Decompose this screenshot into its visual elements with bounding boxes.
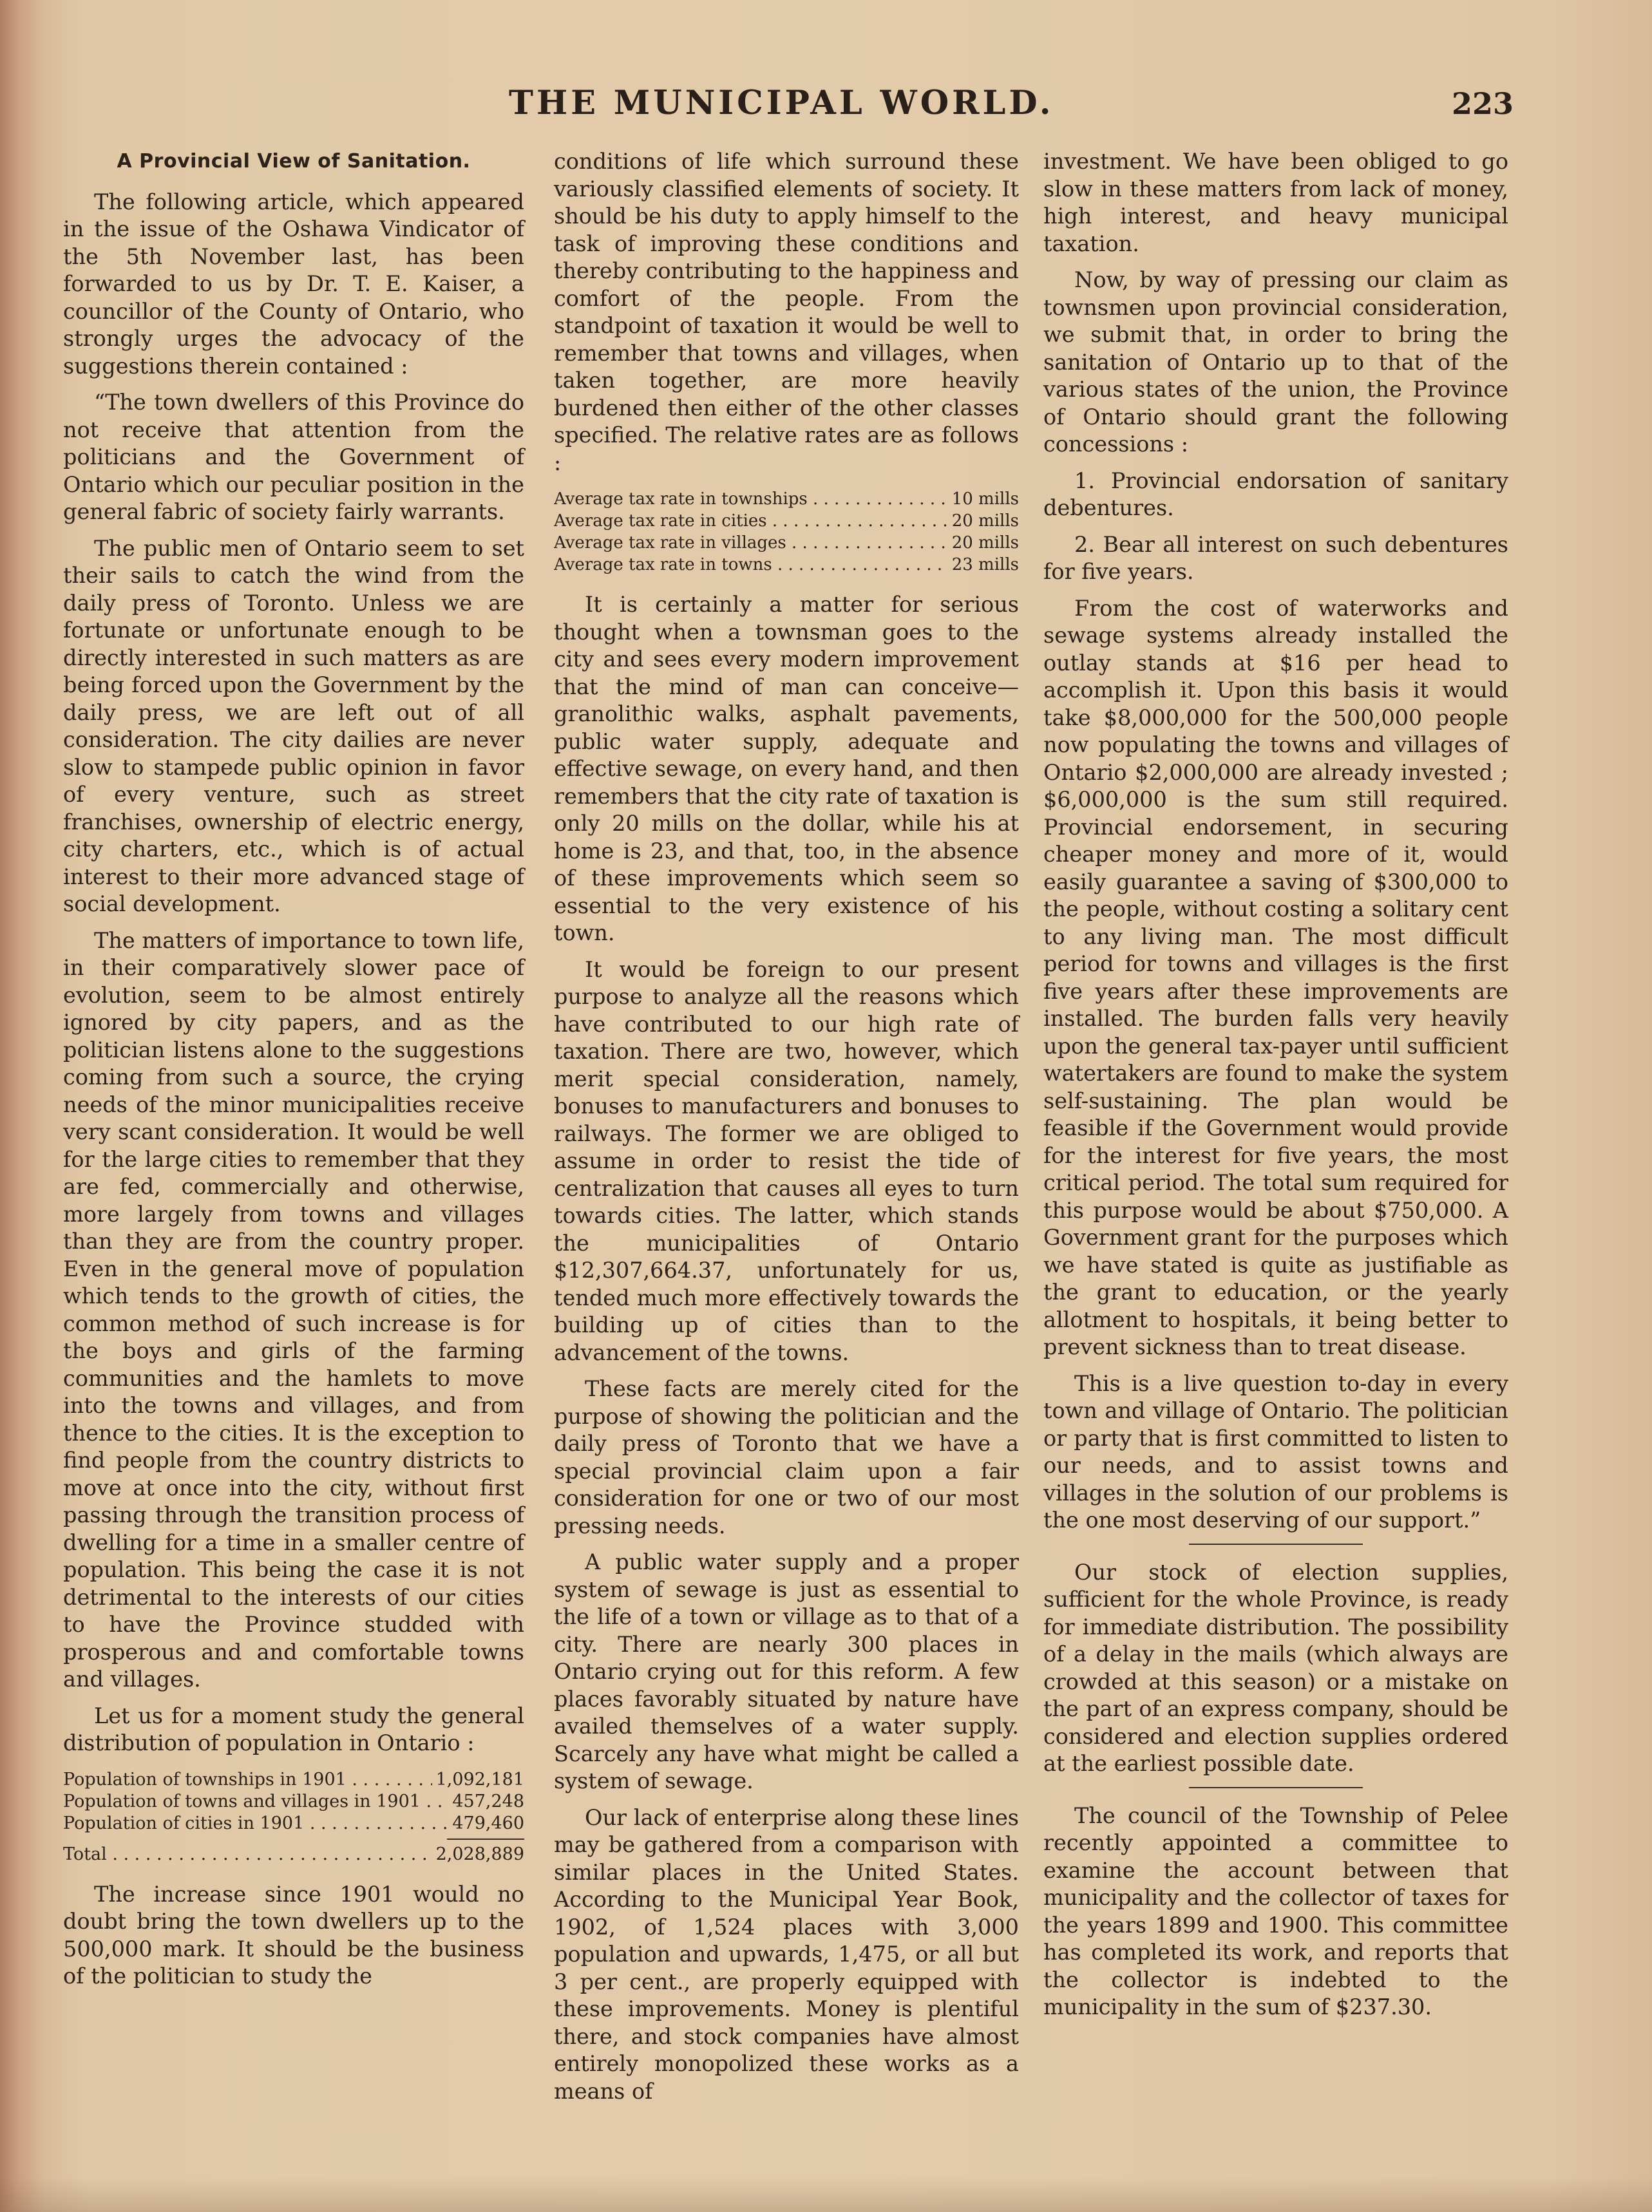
article-paragraph: These facts are merely cited for the purpose of showing the politician and the daily press of Toronto that we have a special provincial claim upon a fair consideration for one or two of our most pressing needs.	[554, 1376, 1019, 1538]
pelee-notice: The council of the Township of Pelee recently appointed a committee to examine the account between that municipality and the collector of taxes for the years 1899 and 1900. This committee has completed its work, and reports that the collector is indebted to the municipality in the sum of $237.30.	[1043, 1802, 1508, 2019]
population-value: 1,092,181	[435, 1769, 524, 1790]
article-paragraph: Let us for a moment study the general distribution of population in Ontario :	[63, 1703, 524, 1755]
concession-item: 1. Provincial endorsation of sanitary debentures.	[1043, 468, 1508, 520]
total-value: 2,028,889	[435, 1844, 524, 1864]
article-paragraph: The matters of importance to town life, in their comparatively slower pace of evolution, seem to be almost entirely ignored by city papers, and as the politician listens alone to the suggestions coming from such a source, the crying needs of the minor municipalities receive very scant consideration. It would be well for the large cities to remember that they are fed, commercially and otherwise, more largely from towns and villages than they are from the country proper. Even in the general move of population which tends to the growth of cities, the common method of such increase is for the boys and girls of the farming communities and the hamlets to move into the towns and villages, and from thence to the cities. It is the exception to find people from the country districts to move at once into the city, without first passing through the transition process of dwelling for a time in a smaller centre of population. This being the case it is not detrimental to the interests of our cities to have the Province studded with prosperous and and comfortable towns and villages.	[63, 927, 524, 1692]
tax-rate-value: 20 mills	[951, 511, 1019, 531]
population-label: Population of cities in 1901 . . .	[63, 1813, 448, 1835]
tax-rate-label: Average tax rate in townships . . .	[554, 488, 948, 510]
tax-rate-value: 23 mills	[951, 555, 1019, 574]
concession-item: 2. Bear all interest on such debentures for five years.	[1043, 531, 1508, 584]
population-label: Population of towns and villages in 1901 . . .	[63, 1791, 448, 1813]
total-label: Total . . .	[63, 1844, 432, 1866]
tax-rate-label: Average tax rate in cities . . .	[554, 510, 948, 532]
population-row	[63, 1813, 524, 1835]
article-heading: A Provincial View of Sanitation.	[117, 150, 471, 173]
article-paragraph-continued: investment. We have been obliged to go slow in these matters from lack of money, high interest, and heavy municipal taxation.	[1043, 149, 1508, 256]
tax-rate-table	[554, 488, 1019, 576]
article-paragraph: Now, by way of pressing our claim as townsmen upon provincial consideration, we submit that, in order to bring the sanitation of Ontario up to that of the various states of the union, the Province of Ontario should grant the following concessions :	[1043, 267, 1508, 457]
page-number: 223	[1451, 86, 1514, 121]
population-row	[63, 1791, 524, 1813]
article-paragraph: A public water supply and a proper system of sewage is just as essential to the life of a town or village as to that of a city. There are nearly 300 places in Ontario crying out for this reform. A few places favorably situated by nature have availed themselves of a water supply. Scarcely any have what might be called a system of sewage.	[554, 1549, 1019, 1793]
population-total-row	[63, 1844, 524, 1866]
tax-rate-row	[554, 488, 1019, 510]
population-value: 479,460	[452, 1813, 524, 1833]
column-3	[1043, 148, 1508, 2030]
journal-title: THE MUNICIPAL WORLD.	[509, 84, 1054, 122]
article-paragraph: The increase since 1901 would no doubt bring the town dwellers up to the 500,000 mark. It should be the business of the politician to study the	[63, 1881, 524, 1989]
tax-rate-value: 20 mills	[951, 533, 1019, 553]
total-rule	[447, 1839, 524, 1840]
tax-rate-row	[554, 554, 1019, 576]
tax-rate-label: Average tax rate in towns . . .	[554, 554, 948, 576]
population-label: Population of townships in 1901 . . .	[63, 1769, 432, 1791]
article-paragraph-continued: conditions of life which surround these variously classified elements of society. It should be his duty to apply himself to the task of improving these conditions and thereby contributing to the happiness and comfort of the people. From the standpoint of taxation it would be well to remember that towns and villages, when taken together, are more heavily burdened then either of the other classes specified. The relative rates are as follows :	[554, 149, 1019, 475]
article-paragraph: This is a live question to-day in every town and village of Ontario. The politician or party that is first committed to listen to our needs, and to assist towns and villages in the solution of our problems is the one most deserving of our support.”	[1043, 1370, 1508, 1533]
tax-rate-value: 10 mills	[951, 489, 1019, 509]
population-value: 457,248	[452, 1791, 524, 1811]
population-row	[63, 1769, 524, 1791]
election-supplies-notice: Our stock of election supplies, sufficient for the whole Province, is ready for immediate distribution. The possibility of a delay in the mails (which always are crowded at this season) or a mistake on the part of an express company, should be considered and election supplies ordered at the earliest possible date.	[1043, 1559, 1508, 1776]
intro-paragraph: The following article, which appeared in the issue of the Oshawa Vindicator of the 5th November last, has been forwarded to us by Dr. T. E. Kaiser, a councillor of the County of Ontario, who strongly urges the advocacy of the suggestions therein contained :	[63, 189, 524, 379]
article-paragraph: It would be foreign to our present purpose to analyze all the reasons which have contributed to our high rate of taxation. There are two, however, which merit special consideration, namely, bonuses to manufacturers and bonuses to railways. The former we are obliged to assume in order to resist the tide of centralization that causes all eyes to turn towards cities. The latter, which stands the municipalities of Ontario $12,307,664.37, unfortunately for us, tended much more effectively towards the building up of cities than to the advancement of the towns.	[554, 956, 1019, 1365]
column-2	[554, 148, 1019, 2114]
column-1	[63, 148, 524, 1999]
section-divider	[1189, 1544, 1363, 1545]
article-paragraph: Our lack of enterprise along these lines may be gathered from a comparison with similar places in the United States. According to the Municipal Year Book, 1902, of 1,524 places with 3,000 population and upwards, 1,475, or all but 3 per cent., are properly equipped with these improvements. Money is plentiful there, and stock companies have almost entirely monopolized these works as a means of	[554, 1804, 1019, 2104]
article-paragraph: From the cost of waterworks and sewage systems already installed the outlay stands at $16 per head to accomplish it. Upon this basis it would take $8,000,000 for the 500,000 people now populating the towns and villages of Ontario $2,000,000 are already invested ; $6,000,000 is the sum still required. Provincial endorsement, in securing cheaper money and more of it, would easily guarantee a saving of $300,000 to the people, without costing a solitary cent to any living man. The most difficult period for towns and villages is the first five years after these improvements are installed. The burden falls very heavily upon the general tax-payer until sufficient watertakers are found to make the system self-sustaining. The plan would be feasible if the Government would provide for the interest for five years, the most critical period. The total sum required for this purpose would be about $750,000. A Government grant for the purposes which we have stated is quite as justifiable as the grant to education, or the yearly allotment to hospitals, it being better to prevent sickness than to treat disease.	[1043, 595, 1508, 1359]
article-paragraph: “The town dwellers of this Province do not receive that attention from the politicians and the Government of Ontario which our peculiar position in the general fabric of society fairly warrants.	[63, 390, 524, 524]
section-divider	[1189, 1787, 1363, 1788]
tax-rate-row	[554, 532, 1019, 554]
tax-rate-row	[554, 510, 1019, 532]
article-paragraph: The public men of Ontario seem to set their sails to catch the wind from the daily press of Toronto. Unless we are fortunate or unfortunate enough to be directly interested in such matters as are being forced upon the Government by the daily press, we are left out of all consideration. The city dailies are never slow to stampede public opinion in favor of every venture, such as street franchises, ownership of electric energy, city charters, etc., which is of actual interest to their more advanced stage of social development.	[63, 535, 524, 916]
running-header	[509, 84, 1514, 129]
tax-rate-label: Average tax rate in villages . . .	[554, 532, 948, 554]
population-table	[63, 1769, 524, 1866]
article-paragraph: It is certainly a matter for serious thought when a townsman goes to the city and sees every modern improvement that the mind of man can conceive—granolithic walks, asphalt pavements, public water supply, adequate and effective sewage, on every hand, and then remembers that the city rate of taxation is only 20 mills on the dollar, while his at home is 23, and that, too, in the absence of these improvements which seem so essential to the very existence of his town.	[554, 592, 1019, 945]
